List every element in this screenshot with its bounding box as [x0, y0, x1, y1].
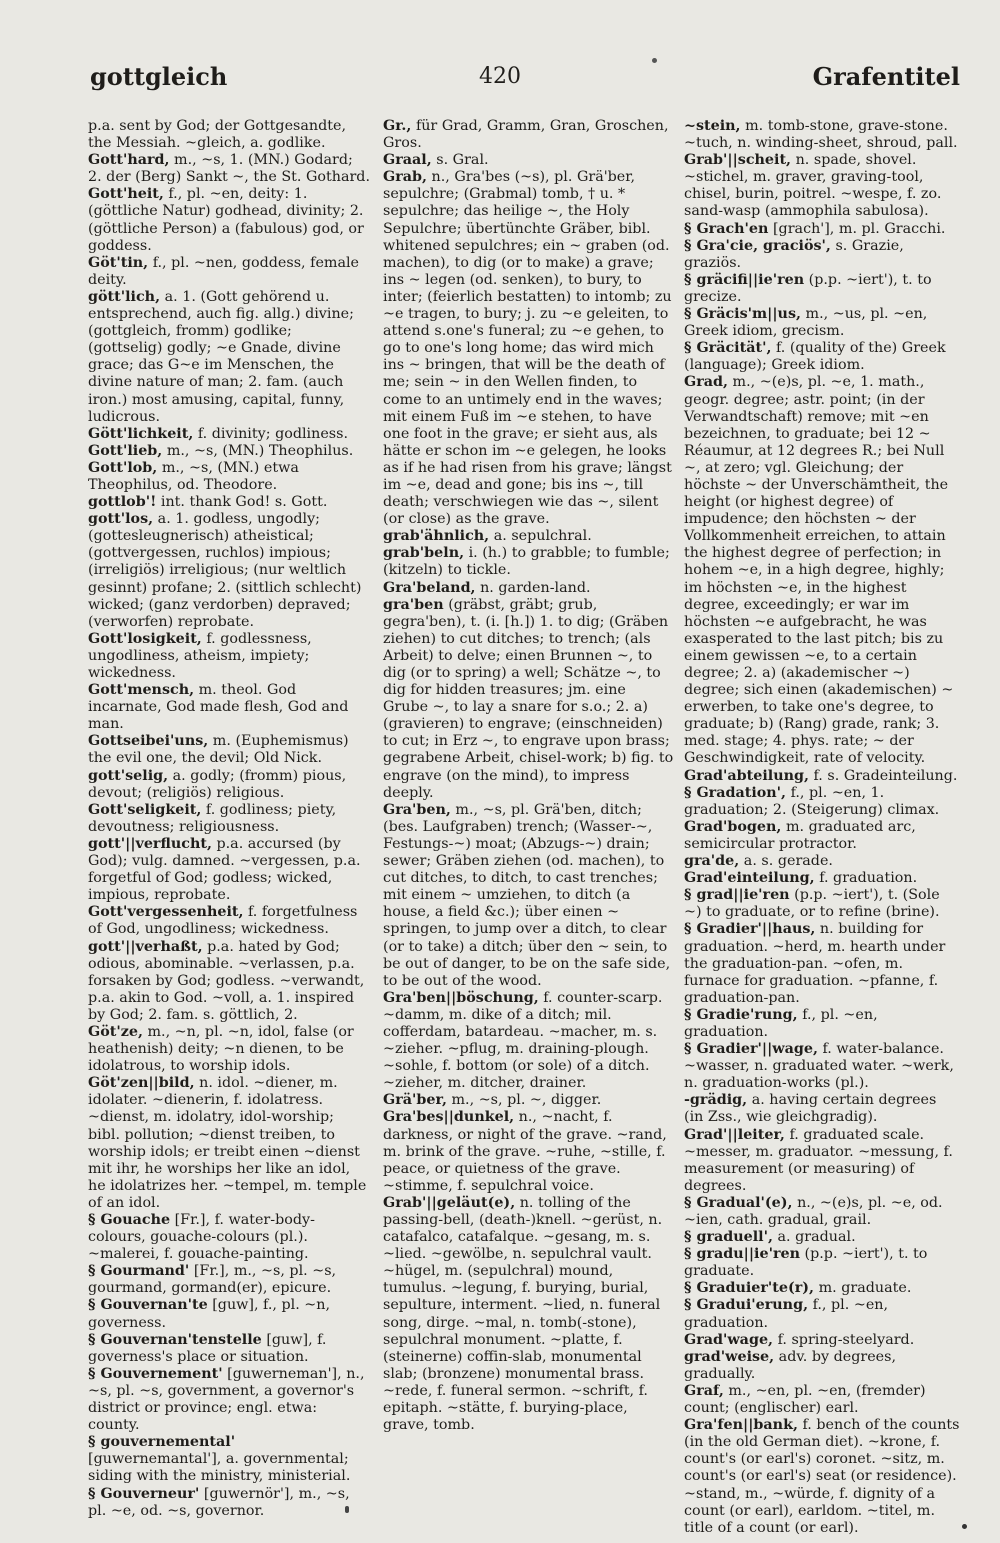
dictionary-entry: [88, 289, 370, 426]
entry-definition: [guwerneman'], n., ~s, pl. ~s, government, a governor's district or province; engl. etwa: county.: [88, 1365, 365, 1434]
dictionary-entry: [383, 545, 675, 579]
dictionary-entry: [88, 904, 370, 938]
entry-definition: n. spade, shovel. ~stichel, m. graver, graving-tool, chisel, burin, poitrel. ~wespe, f. zo. sand-wasp (ammophila sabulosa).: [684, 152, 942, 220]
entry-headword: grab'beln,: [383, 545, 465, 562]
entry-headword: gott'||verhaßt,: [88, 938, 203, 955]
entry-definition: m. theol. God incarnate, God made flesh, God and man.: [88, 682, 349, 733]
entry-headword: § Gradual'(e),: [684, 1194, 793, 1211]
dictionary-entry: [684, 118, 960, 152]
entry-headword: § Gradie'rung,: [684, 1006, 798, 1023]
entry-definition: p.a. accursed (by God); vulg. damned. ~vergessen, p.a. forgetful of God; godless; wicked, impious, reprobate.: [88, 835, 361, 904]
entry-definition: f. graduation.: [819, 870, 918, 887]
entry-definition: (p.p. ~iert'), t. to grecize.: [684, 271, 932, 305]
entry-headword: gott'selig,: [88, 767, 169, 784]
entry-definition: [grach'], m. pl. Gracchi.: [772, 220, 946, 237]
entry-definition: a. 1. godless, ungodly; (gottesleugnerisch) atheistical; (gottvergessen, ruchlos) impious; (irreligiös) irreligious; (nur weltlich gesinnt) profane; 2. (sittlich schlecht) wicked; (ganz verdorben) depraved; (verworfen) reprobate.: [88, 511, 362, 630]
entry-definition: n., ~(e)s, pl. ~e, od. ~ien, cath. gradual, grail.: [684, 1194, 943, 1228]
entry-definition: f. s. Gradeinteilung.: [813, 767, 958, 784]
dictionary-entry: [88, 939, 370, 1024]
dictionary-entry: [684, 785, 960, 819]
entry-definition: f. godlessness, ungodliness, atheism, impiety; wickedness.: [88, 630, 312, 681]
entry-headword: § Gouache: [88, 1212, 171, 1228]
dictionary-entry: [383, 597, 675, 802]
entry-definition: m. tomb-stone, grave-stone. ~tuch, n. winding-sheet, shroud, pall.: [684, 118, 958, 152]
entry-headword: Grad'bogen,: [684, 818, 782, 835]
dictionary-entry: [684, 1246, 960, 1280]
entry-definition: f. godliness; piety, devoutness; religiousness.: [88, 801, 337, 835]
entry-definition: i. (h.) to grabble; to fumble; (kitzeln) to tickle.: [383, 545, 670, 579]
dictionary-entry: [684, 152, 960, 220]
entry-definition: m., ~n, pl. ~n, idol, false (or heathenish) deity; ~n dienen, to be idolatrous, to worship idols.: [88, 1023, 354, 1075]
dictionary-entry: [684, 853, 960, 870]
entry-headword: Grab,: [383, 169, 427, 186]
entry-headword: § Gradier'||wage,: [684, 1041, 818, 1058]
dictionary-entry: [383, 1092, 675, 1109]
entry-headword: Gott'lob,: [88, 459, 158, 476]
entry-headword: § Gräcität',: [684, 340, 772, 357]
entry-headword: § Gra'cie, graciös',: [684, 237, 831, 254]
dictionary-entry: [88, 1434, 370, 1485]
left-guide-word: gottgleich: [90, 62, 228, 91]
dictionary-entry: [383, 528, 675, 545]
entry-definition: für Grad, Gramm, Gran, Groschen, Gros.: [383, 118, 669, 152]
dictionary-entry: [88, 443, 370, 460]
entry-headword: gra'de,: [684, 853, 740, 870]
dictionary-entry: [684, 1417, 960, 1537]
entry-headword: grad'weise,: [684, 1348, 775, 1365]
entry-headword: Graal,: [383, 152, 432, 169]
entry-definition: f., pl. ~en, deity: 1. (göttliche Natur) godhead, divinity; 2. (göttliche Person) a (fabulous) god, or goddess.: [88, 186, 364, 254]
entry-definition: f., pl. ~en, graduation.: [684, 1297, 889, 1331]
entry-definition: f. water-balance. ~wasser, n. graduated water. ~werk, n. graduation-works (pl.).: [684, 1041, 954, 1092]
entry-headword: Gr.,: [383, 118, 412, 134]
entry-headword: Göt'ze,: [88, 1023, 143, 1040]
entry-headword: Gott'vergessenheit,: [88, 904, 244, 921]
dictionary-entry: [88, 1297, 370, 1331]
dictionary-entry: [88, 733, 370, 767]
entry-definition: int. thank God! s. Gott.: [160, 494, 328, 511]
dictionary-entry: [684, 238, 960, 272]
right-guide-word: Grafentitel: [812, 62, 960, 91]
entry-definition: s. Grazie, graziös.: [684, 237, 904, 271]
page-number: 420: [479, 64, 521, 89]
entry-headword: § Gouvernan'tenstelle: [88, 1331, 262, 1348]
dictionary-entry: [383, 802, 675, 990]
entry-headword: § Gradier'||haus,: [684, 921, 816, 938]
entry-definition: (gräbst, gräbt; grub, gegra'ben), t. (i. [h.]) 1. to dig; (Gräben ziehen) to cut ditches; to trench; (als Arbeit) to delve; einen Brunnen ~, to dig (or to spring) a well; Schätze ~, to dig for hidden treasures; jm. eine Grube ~, to lay a snare for s.o.; 2. a) (gravieren) to engrave; (einschneiden) to cut; in Erz ~, to engrave upon brass; gegrabene Arbeit, chisel-work; b) fig. to engrave (on the mind), to impress deeply.: [383, 596, 674, 801]
entry-headword: § Graduier'te(r),: [684, 1280, 815, 1297]
entry-definition: a. 1. (Gott gehörend u. entsprechend, auch fig. allg.) divine; (gottgleich, fromm) godlike; (gottselig) godly; ~e Gnade, divine grace; das G~e im Menschen, the divine nature of man; 2. fam. (auch iron.) most amusing, capital, funny, ludicrous.: [88, 288, 354, 425]
entry-headword: § gouvernemental': [88, 1434, 236, 1451]
entry-headword: Gott'lieb,: [88, 442, 163, 459]
entry-headword: Gottseibei'uns,: [88, 733, 209, 750]
dictionary-entry: [88, 511, 370, 631]
entry-definition: n. building for graduation. ~herd, m. hearth under the graduation-pan. ~ofen, m. furnace for graduation. ~pfanne, f. graduation-pan.: [684, 921, 946, 1006]
dictionary-entry: [88, 836, 370, 904]
entry-headword: § Gradui'erung,: [684, 1297, 809, 1314]
entry-definition: a. having certain degrees (in Zss., wie gleichgradig).: [684, 1092, 937, 1126]
entry-headword: Gott'seligkeit,: [88, 801, 202, 818]
dictionary-entry: [684, 921, 960, 1006]
dictionary-entry: [88, 255, 370, 289]
entry-headword: grab'ähnlich,: [383, 528, 490, 545]
column-3: [684, 118, 960, 1536]
entry-definition: m., ~(e)s, pl. ~e, 1. math., geogr. degree; astr. point; (in der Verwandtschaft) remove; mit ~en bezeichnen, to graduate; bei 12 ~ Réaumur, at 12 degrees R.; bei Null ~, at zero; vgl. Gleichung; der höchste ~ der Unverschämtheit, the height (or highest degree) of impudence; den höchsten ~ der Vollkommenheit erreichen, to attain the highest degree of perfection; in hohem ~e, in a high degree, highly; im höchsten ~e, in the highest degree, exceedingly; er war im höchsten ~e aufgebracht, he was exasperated to the last pitch; bis zu einem gewissen ~e, to a certain degree; 2. a) (akademischer ~) degree; sich einen (akademischen) ~ erwerben, to take one's degree, to graduate; b) (Rang) grade, rank; 3. med. stage; 4. phys. rate; ~ der Geschwindigkeit, rate of velocity.: [684, 374, 954, 767]
entry-headword: § Gouvernement': [88, 1365, 223, 1382]
entry-definition: p.a. sent by God; der Gottgesandte, the Messiah. ~gleich, a. godlike.: [88, 118, 347, 152]
dictionary-entry: [383, 152, 675, 169]
dictionary-entry: [684, 870, 960, 887]
entry-definition: m. graduate.: [818, 1280, 912, 1297]
entry-headword: Gra'beland,: [383, 579, 476, 596]
entry-definition: m., ~s, pl. ~, digger.: [451, 1092, 602, 1109]
entry-definition: [Fr.], m., ~s, pl. ~s, gourmand, gormand(er), epicure.: [88, 1263, 337, 1297]
dictionary-entry: [684, 272, 960, 306]
dictionary-entry: [684, 306, 960, 340]
ink-spot: [652, 58, 657, 63]
dictionary-entry: [88, 186, 370, 254]
dictionary-entry: [88, 1024, 370, 1075]
entry-headword: § Gouvernan'te: [88, 1297, 208, 1314]
entry-headword: Grad'||leiter,: [684, 1126, 785, 1143]
entry-headword: § Gradation',: [684, 784, 787, 801]
dictionary-entry: [684, 1383, 960, 1417]
dictionary-entry: [684, 340, 960, 374]
entry-headword: Gra'ben,: [383, 801, 451, 818]
entry-headword: Gra'ben||böschung,: [383, 989, 539, 1006]
entry-headword: Gott'losigkeit,: [88, 630, 202, 647]
entry-definition: [guwernör'], m., ~s, pl. ~e, od. ~s, governor.: [88, 1485, 350, 1519]
entry-definition: n. garden-land.: [480, 579, 591, 596]
dictionary-entry: [88, 631, 370, 682]
entry-headword: Grad'wage,: [684, 1331, 774, 1348]
ink-spot: [962, 1524, 967, 1529]
dictionary-entry: [684, 1041, 960, 1092]
entry-headword: § Gourmand': [88, 1263, 190, 1280]
entry-headword: Gött'lichkeit,: [88, 425, 194, 442]
entry-headword: Göt'zen||bild,: [88, 1075, 195, 1092]
entry-headword: gra'ben: [383, 596, 444, 613]
entry-definition: s. Gral.: [436, 152, 489, 169]
entry-headword: § Grach'en: [684, 220, 769, 237]
entry-headword: § gräcifi||ie'ren: [684, 271, 805, 288]
dictionary-entry: [88, 768, 370, 802]
dictionary-entry: [684, 221, 960, 238]
column-1: [88, 118, 370, 1518]
entry-definition: a. sepulchral.: [493, 528, 592, 545]
entry-definition: f., pl. ~nen, goddess, female deity.: [88, 254, 360, 288]
entry-headword: Grä'ber,: [383, 1092, 447, 1109]
entry-definition: m., ~s, (MN.) etwa Theophilus, od. Theodore.: [88, 459, 299, 493]
dictionary-entry: [383, 118, 675, 152]
column-2: [383, 118, 675, 1518]
entry-headword: § graduell',: [684, 1229, 773, 1246]
dictionary-entry: [88, 426, 370, 443]
entry-headword: gött'lich,: [88, 288, 161, 305]
entry-definition: m., ~s, (MN.) Theophilus.: [166, 442, 354, 459]
dictionary-entry: [88, 1486, 370, 1520]
dictionary-entry: [684, 1007, 960, 1041]
entry-headword: Gott'heit,: [88, 186, 164, 203]
dictionary-entry: [383, 169, 675, 528]
entry-definition: a. godly; (fromm) pious, devout; (religiös) religious.: [88, 767, 347, 801]
dictionary-entry: [684, 887, 960, 921]
dictionary-entry: [684, 1092, 960, 1126]
entry-headword: Gra'fen||bank,: [684, 1417, 798, 1434]
entry-definition: n., Gra'bes (~s), pl. Grä'ber, sepulchre; (Grabmal) tomb, † u. * sepulchre; das heilige ~, the Holy Sepulchre; übertünchte Gräber, bibl. whitened sepulchres; ein ~ graben (od. machen), to dig (or to make) a grave; ins ~ legen (od. senken), to bury, to inter; (feierlich bestatten) to intomb; zu ~e tragen, to bury; j. zu ~e geleiten, to attend s.one's funeral; zu ~e gehen, to go to one's long home; das wird mich ins ~ bringen, that will be the death of me; sein ~ in den Wellen finden, to come to an untimely end in the waves; mit einem Fuß im ~e stehen, to have one foot in the grave; er sieht aus, als hätte er schon im ~e gelegen, he looks as if he had risen from his grave; längst im ~e, dead and gone; bis ins ~, till death; verschwiegen wie das ~, silent (or close) as the grave.: [383, 169, 672, 528]
entry-definition: (p.p. ~iert'), t. to graduate.: [684, 1246, 928, 1280]
entry-definition: n. tolling of the passing-bell, (death-)knell. ~gerüst, n. catafalco, catafalque. ~gesang, m. s. ~lied. ~gewölbe, n. sepulchral vault. ~hügel, m. (sepulchral) mound, tumulus. ~legung, f. burying, burial, sepulture, interment. ~lied, n. funeral song, dirge. ~mal, n. tomb(-stone), sepulchral monument. ~platte, f. (steinerne) coffin-slab, monumental slab; (bronzene) monumental brass. ~rede, f. funeral sermon. ~schrift, f. epitaph. ~stätte, f. burying-place, grave, tomb.: [383, 1194, 663, 1434]
ink-spot: [345, 1506, 349, 1513]
entry-headword: gottlob'!: [88, 494, 157, 511]
entry-headword: § grad||ie'ren: [684, 887, 790, 904]
dictionary-entry: [88, 118, 370, 152]
dictionary-entry: [684, 819, 960, 853]
page-header: [0, 62, 1000, 102]
dictionary-entry: [684, 1229, 960, 1246]
entry-definition: f., pl. ~en, graduation.: [684, 1006, 878, 1040]
dictionary-entry: [684, 1297, 960, 1331]
dictionary-entry: [684, 374, 960, 767]
entry-definition: f. divinity; godliness.: [197, 425, 349, 442]
entry-headword: Graf,: [684, 1382, 724, 1399]
entry-definition: f. spring-steelyard.: [777, 1331, 915, 1348]
dictionary-entry: [88, 494, 370, 511]
entry-definition: p.a. hated by God; odious, abominable. ~verlassen, p.a. forsaken by God; godless. ~verwandt, p.a. akin to God. ~voll, a. 1. inspired by God; 2. fam. s. göttlich, 2.: [88, 938, 365, 1023]
dictionary-entry: [88, 682, 370, 733]
entry-definition: m. graduated arc, semicircular protractor.: [684, 818, 916, 852]
dictionary-entry: [383, 1109, 675, 1194]
entry-headword: ~stein,: [684, 118, 741, 134]
dictionary-entry: [684, 1127, 960, 1195]
dictionary-entry: [684, 1349, 960, 1383]
entry-headword: Grad'einteilung,: [684, 870, 815, 887]
entry-definition: [Fr.], f. water-body-colours, gouache-colours (pl.). ~malerei, f. gouache-painting.: [88, 1212, 315, 1263]
entry-headword: Grad'abteilung,: [684, 767, 809, 784]
entry-definition: f. graduated scale. ~messer, m. graduator. ~messung, f. measurement (or measuring) of degrees.: [684, 1126, 953, 1194]
entry-headword: Gott'mensch,: [88, 682, 195, 699]
entry-definition: f. counter-scarp. ~damm, m. dike of a ditch; mil. cofferdam, batardeau. ~macher, m. s. ~zieher. ~pflug, m. draining-plough. ~sohle, f. bottom (or sole) of a ditch. ~zieher, m. ditcher, drainer.: [383, 989, 663, 1092]
entry-definition: [guw], f., pl. ~n, governess.: [88, 1297, 331, 1331]
dictionary-entry: [88, 1263, 370, 1297]
dictionary-entry: [383, 990, 675, 1093]
entry-definition: n., ~nacht, f. darkness, or night of the grave. ~rand, m. brink of the grave. ~ruhe, ~stille, f. peace, or quietness of the grave. ~stimme, f. sepulchral voice.: [383, 1109, 667, 1194]
dictionary-entry: [88, 1366, 370, 1434]
dictionary-entry: [88, 1332, 370, 1366]
entry-definition: (p.p. ~iert'), t. (Sole ~) to graduate, or to refine (brine).: [684, 887, 940, 921]
entry-definition: a. gradual.: [777, 1229, 856, 1246]
entry-headword: § Gouverneur': [88, 1485, 200, 1502]
entry-definition: n. idol. ~diener, m. idolater. ~dienerin, f. idolatress. ~dienst, m. idolatry, idol-worship; bibl. pollution; ~dienst treiben, to worship idols; er treibt einen ~dienst mit ihr, he worships her like an idol, he idolatrizes her. ~tempel, m. temple of an idol.: [88, 1075, 367, 1211]
entry-headword: Grab'||geläut(e),: [383, 1194, 516, 1211]
dictionary-entry: [88, 152, 370, 186]
entry-headword: Gra'bes||dunkel,: [383, 1109, 515, 1126]
entry-definition: m., ~s, pl. Grä'ben, ditch; (bes. Laufgraben) trench; (Wasser-~, Festungs-~) moat; (Abzugs-~) drain; sewer; Gräben ziehen (od. machen), to cut ditches, to ditch, to cast trenches; mit einem ~ umziehen, to ditch (a house, a field &c.); über einen ~ springen, to jump over a ditch, to clear (or to take) a ditch; über den ~ sein, to be out of danger, to be on the safe side, to be out of the wood.: [383, 801, 671, 989]
dictionary-entry: [684, 1332, 960, 1349]
dictionary-entry: [88, 802, 370, 836]
entry-definition: a. s. gerade.: [743, 853, 833, 870]
entry-headword: Grad,: [684, 374, 728, 391]
dictionary-entry: [383, 1195, 675, 1434]
dictionary-entry: [88, 1075, 370, 1212]
entry-definition: [guw], f. governess's place or situation.: [88, 1331, 327, 1365]
entry-definition: m. (Euphemismus) the evil one, the devil; Old Nick.: [88, 733, 349, 767]
entry-definition: f. forgetfulness of God, ungodliness; wickedness.: [88, 904, 358, 938]
entry-definition: [guwernemantal'], a. governmental; siding with the ministry, ministerial.: [88, 1451, 351, 1485]
dictionary-entry: [88, 1212, 370, 1263]
entry-headword: Gott'hard,: [88, 152, 170, 169]
entry-definition: f., pl. ~en, 1. graduation; 2. (Steigerung) climax.: [684, 784, 940, 818]
dictionary-entry: [383, 580, 675, 597]
entry-headword: § Gräcis'm||us,: [684, 306, 801, 323]
dictionary-entry: [684, 768, 960, 785]
dictionary-entry: [684, 1195, 960, 1229]
dictionary-entry: [88, 460, 370, 494]
entry-headword: gott'los,: [88, 511, 154, 528]
entry-headword: Göt'tin,: [88, 254, 149, 271]
dictionary-entry: [684, 1280, 960, 1297]
entry-headword: Grab'||scheit,: [684, 152, 792, 169]
entry-definition: f. (quality of the) Greek (language); Greek idiom.: [684, 340, 946, 374]
entry-definition: m., ~s, 1. (MN.) Godard; 2. der (Berg) Sankt ~, the St. Gothard.: [88, 152, 371, 186]
entry-definition: adv. by degrees, gradually.: [684, 1348, 896, 1382]
entry-headword: § gradu||ie'ren: [684, 1246, 800, 1263]
entry-headword: gott'||verflucht,: [88, 835, 212, 852]
entry-definition: m., ~en, pl. ~en, (fremder) count; (englischer) earl.: [684, 1382, 926, 1417]
entry-definition: m., ~us, pl. ~en, Greek idiom, grecism.: [684, 306, 928, 340]
entry-headword: -grädig,: [684, 1092, 748, 1109]
entry-definition: f. bench of the counts (in the old German diet). ~krone, f. count's (or earl's) coronet. ~sitz, m. count's (or earl's) seat (or residence). ~stand, m., ~würde, f. dignity of a count (or earl), earldom. ~titel, m. title of a count (or earl).: [684, 1417, 960, 1536]
